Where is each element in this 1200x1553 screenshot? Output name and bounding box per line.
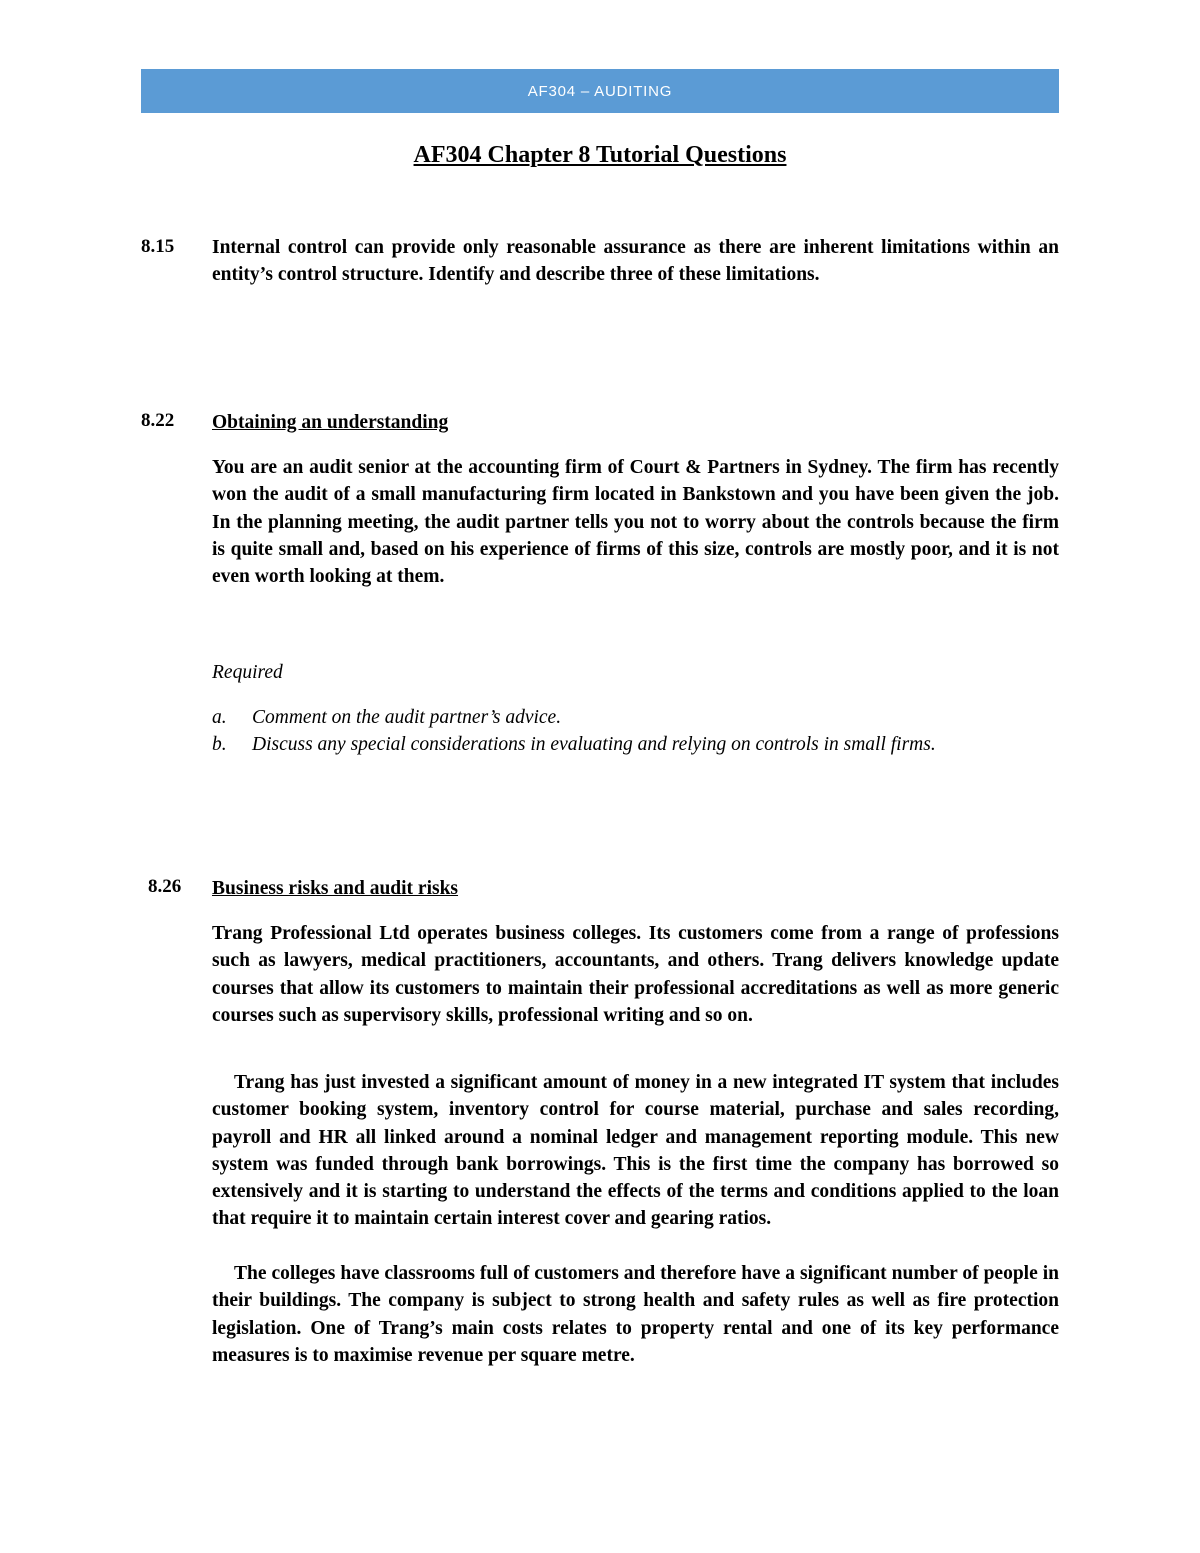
question-8-22-paragraph: You are an audit senior at the accounting firm of Court & Partners in Sydney. The firm has recently won the audit of a small manufacturing firm located in Bankstown and you have been given the job. In the planning meeting, the audit partner tells you not to worry about the controls because the firm is quite small and, based on his experience of firms of this size, controls are mostly poor, and it is not even worth looking at them. (212, 457, 1059, 588)
question-8-26-paragraph-3: The colleges have classrooms full of customers and therefore have a significant number of people in their buildings. The company is subject to strong health and safety rules as well as fire protection legislation. One of Trang’s main costs relates to property rental and one of its key performance measures is to maximise revenue per square metre. (212, 1263, 1059, 1366)
document-title: AF304 Chapter 8 Tutorial Questions (413, 142, 787, 168)
question-number-8-22: 8.22 (141, 410, 175, 431)
question-8-15-text: Internal control can provide only reasonable assurance as there are inherent limitations within an entity’s control structure. Identify and describe three of these limitations. (212, 237, 1059, 286)
question-8-22-heading: Obtaining an understanding (212, 412, 449, 433)
header-title: AF304 – AUDITING (527, 82, 673, 100)
question-8-26-heading: Business risks and audit risks (212, 878, 459, 899)
question-number-8-15: 8.15 (141, 236, 175, 257)
required-label: Required (212, 662, 283, 683)
page-header-band (141, 69, 1059, 113)
question-number-8-26: 8.26 (148, 876, 182, 897)
list-marker-a: a. (212, 707, 227, 728)
question-8-26-paragraph-1: Trang Professional Ltd operates business colleges. Its customers come from a range of professions such as lawyers, medical practitioners, accountants, and others. Trang delivers knowledge update courses that allow its customers to maintain their professional accreditations as well as more generic courses such as supervisory skills, professional writing and so on. (212, 923, 1059, 1026)
list-text-a: Comment on the audit partner’s advice. (252, 707, 562, 728)
list-marker-b: b. (212, 734, 227, 755)
question-8-26-paragraph-2: Trang has just invested a significant amount of money in a new integrated IT system that includes customer booking system, inventory control for course material, purchase and sales recording, payroll and HR all linked around a nominal ledger and management reporting module. This new system was funded through bank borrowings. This is the first time the company has borrowed so extensively and it is starting to understand the effects of the terms and conditions applied to the loan that require it to maintain certain interest cover and gearing ratios. (212, 1072, 1059, 1230)
list-text-b: Discuss any special considerations in evaluating and relying on controls in small firms. (252, 734, 936, 755)
